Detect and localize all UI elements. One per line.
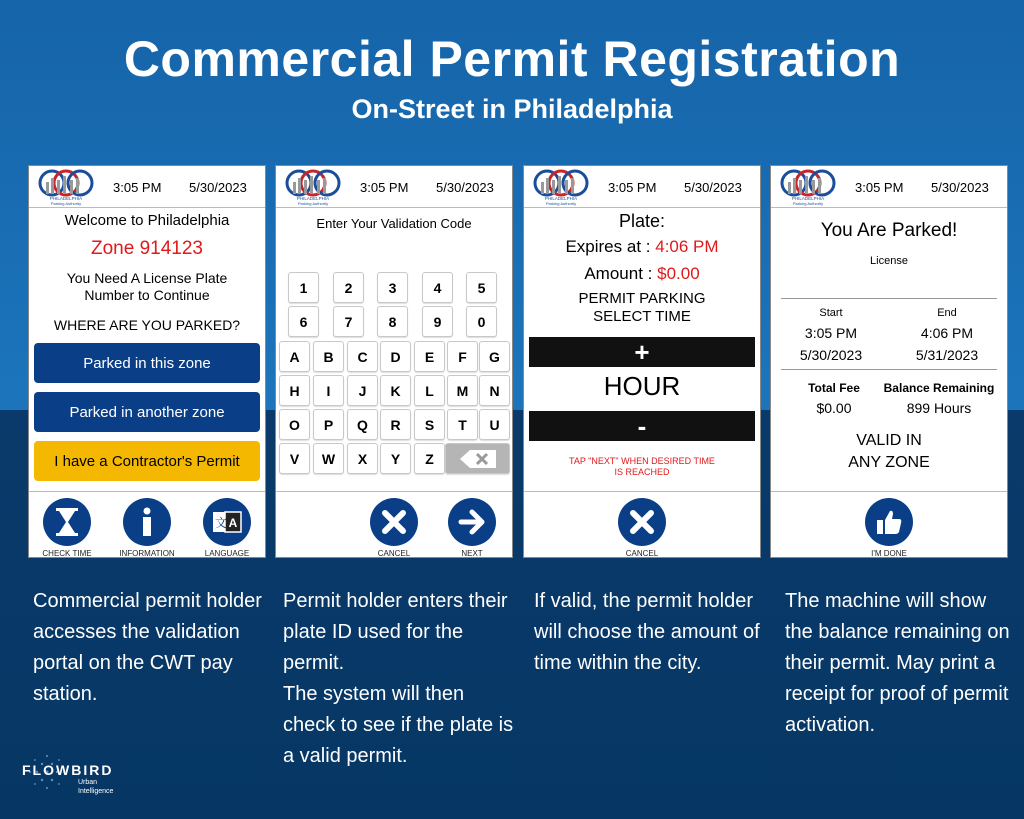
key-k[interactable]: K — [380, 375, 411, 406]
cancel-button[interactable] — [618, 498, 666, 546]
balance-label: Balance Remaining — [883, 381, 995, 395]
key-1[interactable]: 1 — [288, 272, 319, 303]
header-date: 5/30/2023 — [436, 180, 494, 195]
amount-label: Amount : — [584, 264, 653, 283]
next-label: NEXT — [461, 549, 483, 558]
parked-this-zone-button[interactable]: Parked in this zone — [34, 343, 260, 383]
key-0[interactable]: 0 — [466, 306, 497, 337]
page-subtitle: On-Street in Philadelphia — [351, 94, 673, 124]
flowbird-logo — [16, 750, 126, 800]
end-label: End — [937, 307, 957, 319]
close-icon — [381, 509, 407, 535]
flowbird-tag-intelligence: Intelligence — [78, 788, 114, 795]
hint-line2: IS REACHED — [614, 467, 670, 477]
key-e[interactable]: E — [414, 341, 445, 372]
key-4[interactable]: 4 — [422, 272, 453, 303]
decrease-time-button[interactable]: - — [529, 411, 755, 441]
svg-text:Parking Authority: Parking Authority — [545, 201, 577, 206]
arrow-right-icon — [458, 509, 486, 535]
screen-header — [771, 166, 1007, 208]
step2-description — [283, 586, 515, 772]
key-f[interactable]: F — [447, 341, 478, 372]
svg-text:文: 文 — [214, 516, 228, 530]
svg-text:Parking Authority: Parking Authority — [50, 201, 82, 206]
key-c[interactable]: C — [347, 341, 378, 372]
key-o[interactable]: O — [279, 409, 310, 440]
key-y[interactable]: Y — [380, 443, 411, 474]
key-z[interactable]: Z — [414, 443, 445, 474]
key-8[interactable]: 8 — [377, 306, 408, 337]
svg-text:A: A — [228, 516, 238, 530]
information-label: INFORMATION — [119, 549, 175, 558]
screen-parked-receipt — [770, 165, 1008, 558]
amount-row — [524, 264, 760, 284]
expires-label: Expires at : — [565, 237, 651, 256]
hint-line1: TAP "NEXT" WHEN DESIRED TIME — [569, 456, 715, 466]
total-fee-label: Total Fee — [808, 381, 860, 395]
screen-welcome — [28, 165, 266, 558]
end-time: 4:06 PM — [920, 325, 974, 341]
information-button[interactable] — [123, 498, 171, 546]
header-time: 3:05 PM — [608, 180, 657, 195]
screen-header — [276, 166, 512, 208]
need-plate-line2: Number to Continue — [84, 287, 210, 303]
validation-prompt: Enter Your Validation Code — [316, 216, 472, 231]
welcome-text: Welcome to Philadelphia — [64, 212, 230, 229]
flowbird-name: FLOWBIRD — [22, 762, 114, 778]
header-date: 5/30/2023 — [189, 180, 247, 195]
key-7[interactable]: 7 — [333, 306, 364, 337]
screen-header — [524, 166, 760, 208]
start-label: Start — [819, 307, 843, 319]
key-a[interactable]: A — [279, 341, 310, 372]
svg-text:PHILADELPHIA: PHILADELPHIA — [49, 196, 83, 201]
expires-row — [524, 237, 760, 257]
license-label: License — [870, 255, 908, 267]
screen-footer — [524, 491, 760, 557]
key-i[interactable]: I — [313, 375, 344, 406]
key-v[interactable]: V — [279, 443, 310, 474]
header-time: 3:05 PM — [113, 180, 162, 195]
key-n[interactable]: N — [479, 375, 510, 406]
total-fee-value: $0.00 — [816, 400, 852, 416]
language-icon — [211, 508, 243, 536]
flowbird-tagline — [78, 778, 113, 796]
key-w[interactable]: W — [313, 443, 344, 474]
svg-text:PHILADELPHIA: PHILADELPHIA — [791, 196, 825, 201]
step1-description: Commercial permit holder accesses the validation portal on the CWT pay station. — [33, 590, 262, 705]
select-time-text: SELECT TIME — [593, 308, 691, 325]
language-label: LANGUAGE — [204, 549, 250, 558]
key-5[interactable]: 5 — [466, 272, 497, 303]
end-date: 5/31/2023 — [915, 347, 979, 363]
key-h[interactable]: H — [279, 375, 310, 406]
ppa-logo-icon — [527, 168, 595, 206]
divider — [781, 369, 997, 370]
key-j[interactable]: J — [347, 375, 378, 406]
contractor-permit-button[interactable]: I have a Contractor's Permit — [34, 441, 260, 481]
svg-text:PHILADELPHIA: PHILADELPHIA — [296, 196, 330, 201]
balance-value: 899 Hours — [906, 400, 972, 416]
screen-footer — [276, 491, 512, 557]
header-time: 3:05 PM — [855, 180, 904, 195]
need-plate-line1: You Need A License Plate — [66, 270, 228, 286]
increase-time-button[interactable]: + — [529, 337, 755, 367]
thumbs-up-icon — [875, 508, 903, 536]
step3-description: If valid, the permit holder will choose the amount of time within the city. — [534, 590, 760, 674]
header-date: 5/30/2023 — [931, 180, 989, 195]
any-zone-text: ANY ZONE — [848, 454, 930, 471]
ppa-logo-icon — [32, 168, 100, 206]
key-3[interactable]: 3 — [377, 272, 408, 303]
zone-number: Zone 914123 — [91, 238, 203, 259]
start-time: 3:05 PM — [804, 325, 858, 341]
key-s[interactable]: S — [414, 409, 445, 440]
hourglass-icon — [55, 507, 79, 537]
svg-text:Parking Authority: Parking Authority — [792, 201, 824, 206]
screen-footer — [29, 491, 265, 557]
next-button[interactable] — [448, 498, 496, 546]
plate-label: Plate: — [618, 211, 666, 231]
ppa-logo-icon — [279, 168, 347, 206]
key-t[interactable]: T — [447, 409, 478, 440]
header-date: 5/30/2023 — [684, 180, 742, 195]
language-button[interactable] — [203, 498, 251, 546]
key-u[interactable]: U — [479, 409, 510, 440]
key-d[interactable]: D — [380, 341, 411, 372]
page-title: Commercial Permit Registration — [123, 31, 901, 87]
check-time-label: CHECK TIME — [42, 549, 92, 558]
backspace-key[interactable] — [445, 443, 510, 474]
info-icon — [140, 507, 154, 537]
svg-text:Parking Authority: Parking Authority — [297, 201, 329, 206]
permit-parking-text: PERMIT PARKING — [578, 290, 706, 307]
key-p[interactable]: P — [313, 409, 344, 440]
where-parked-question: WHERE ARE YOU PARKED? — [53, 317, 241, 333]
key-x[interactable]: X — [347, 443, 378, 474]
screen-footer — [771, 491, 1007, 557]
screen-header — [29, 166, 265, 208]
done-label: I'M DONE — [871, 549, 907, 558]
cancel-button[interactable] — [370, 498, 418, 546]
ppa-logo-icon — [774, 168, 842, 206]
start-date: 5/30/2023 — [799, 347, 863, 363]
svg-text:PHILADELPHIA: PHILADELPHIA — [544, 196, 578, 201]
parked-another-zone-button[interactable]: Parked in another zone — [34, 392, 260, 432]
flowbird-tag-urban: Urban — [78, 779, 98, 786]
key-m[interactable]: M — [447, 375, 478, 406]
key-6[interactable]: 6 — [288, 306, 319, 337]
cancel-label: CANCEL — [377, 549, 411, 558]
close-icon — [629, 509, 655, 535]
header-time: 3:05 PM — [360, 180, 409, 195]
parked-heading: You Are Parked! — [820, 220, 958, 241]
key-b[interactable]: B — [313, 341, 344, 372]
step2-description-part2: The system will then check to see if the plate is a valid permit. — [283, 683, 514, 767]
screen-validation-code — [275, 165, 513, 558]
step2-description-part1: Permit holder enters their plate ID used for the permit. — [283, 590, 508, 674]
check-time-button[interactable] — [43, 498, 91, 546]
key-g[interactable]: G — [479, 341, 510, 372]
key-9[interactable]: 9 — [422, 306, 453, 337]
key-q[interactable]: Q — [347, 409, 378, 440]
done-button[interactable] — [865, 498, 913, 546]
cancel-label: CANCEL — [625, 549, 659, 558]
screen-select-time — [523, 165, 761, 558]
key-r[interactable]: R — [380, 409, 411, 440]
amount-value: $0.00 — [657, 264, 700, 283]
backspace-icon — [458, 449, 498, 469]
expires-value: 4:06 PM — [655, 237, 719, 256]
key-2[interactable]: 2 — [333, 272, 364, 303]
time-unit: HOUR — [603, 371, 681, 401]
divider — [781, 298, 997, 299]
key-l[interactable]: L — [414, 375, 445, 406]
step4-description: The machine will show the balance remaining on their permit. May print a receipt for proof of permit activation. — [785, 590, 1010, 736]
valid-in-text: VALID IN — [856, 432, 922, 449]
